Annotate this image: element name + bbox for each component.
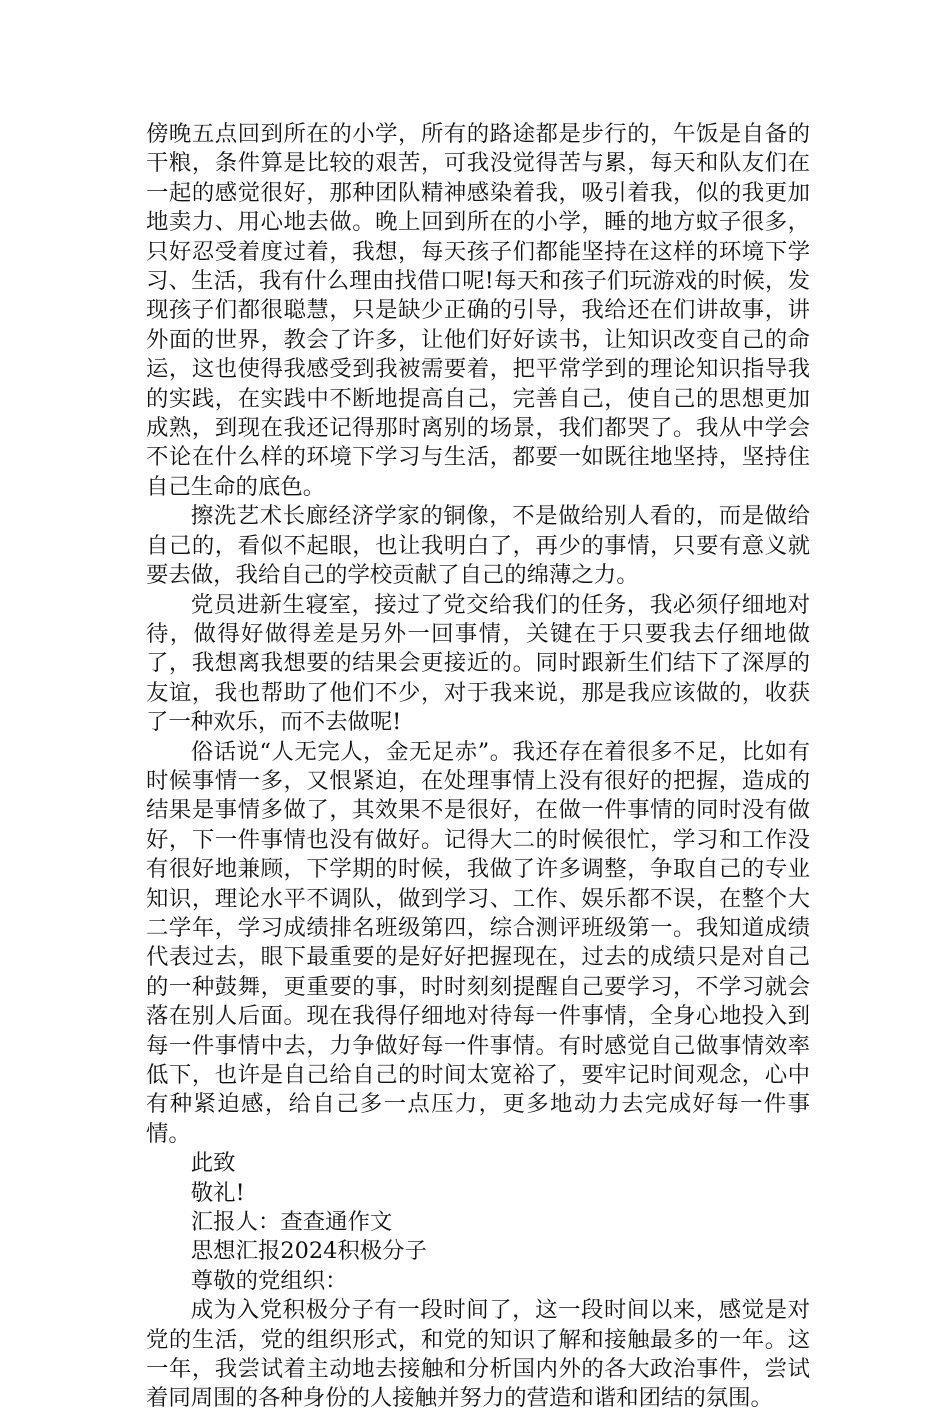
paragraph-dormitory: 党员进新生寝室，接过了党交给我们的任务，我必须仔细地对待，做得好做得差是另外一回事情，关键在于只要我去仔细地做了，我想离我想要的结果会更接近的。同时跟新生们结下了深厚的友谊，我也帮助了他们不少，对于我来说，那是我应该做的，收获了一种欢乐，而不去做呢! (146, 591, 810, 736)
paragraph-practice: 傍晚五点回到所在的小学，所有的路途都是步行的，午饭是自备的干粮，条件算是比较的艰苦，可我没觉得苦与累，每天和队友们在一起的感觉很好，那种团队精神感染着我，吸引着我，似的我更加地卖力、用心地去做。晚上回到所在的小学，睡的地方蚊子很多，只好忍受着度过着，我想，每天孩子们都能坚持在这样的环境下学习、生活，我有什么理由找借口呢!每天和孩子们玩游戏的时候，发现孩子们都很聪慧，只是缺少正确的引导，我给还在们讲故事，讲外面的世界，教会了许多，让他们好好读书，让知识改变自己的命运，这也使得我感受到我被需要着，把平常学到的理论知识指导我的实践，在实践中不断地提高自己，完善自己，使自己的思想更加成熟，到现在我还记得那时离别的场景，我们都哭了。我从中学会不论在什么样的环境下学习与生活，都要一如既往地坚持，坚持住自己生命的底色。 (146, 121, 810, 500)
paragraph-shortcomings: 俗话说“人无完人，金无足赤”。我还存在着很多不足，比如有时候事情一多，又恨紧迫，在处理事情上没有很好的把握，造成的结果是事情多做了，其效果不是很好，在做一件事情的同时没有做好，下一件事情也没有做好。记得大二的时候很忙，学习和工作没有很好地兼顾，下学期的时候，我做了许多调整，争取自己的专业知识，理论水平不调队，做到学习、工作、娱乐都不误，在整个大二学年，学习成绩排名班级第四，综合测评班级第一。我知道成绩代表过去，眼下最重要的是好好把握现在，过去的成绩只是对自己的一种鼓舞，更重要的事，时时刻刻提醒自己要学习，不学习就会落在别人后面。现在我得仔细地对待每一件事情，全身心地投入到每一件事情中去，力争做好每一件事情。有时感觉自己做事情效率低下，也许是自己给自己的时间太宽裕了，要牢记时间观念，心中有种紧迫感，给自己多一点压力，更多地动力去完成好每一件事情。 (146, 738, 810, 1147)
signature: 汇报人：查查通作文 (190, 1209, 393, 1236)
closing-line-1: 此致 (190, 1150, 236, 1177)
closing-line-2: 敬礼! (190, 1179, 245, 1206)
document-page (146, 120, 810, 1414)
second-letter-body: 成为入党积极分子有一段时间了，这一段时间以来，感觉是对党的生活，党的组织形式，和党的知识了解和接触最多的一年。这一年，我尝试着主动地去接触和分析国内外的各大政治事件，尝试着同周围的各种身份的人接触并努力的营造和谐和团结的氛围。 (146, 1297, 810, 1412)
second-letter-salutation: 尊敬的党组织： (190, 1267, 348, 1294)
second-letter-title: 思想汇报2024积极分子 (190, 1238, 427, 1265)
paragraph-statue-cleaning: 擦洗艺术长廊经济学家的铜像，不是做给别人看的，而是做给自己的，看似不起眼，也让我明白了，再少的事情，只要有意义就要去做，我给自己的学校贡献了自己的绵薄之力。 (146, 503, 810, 589)
